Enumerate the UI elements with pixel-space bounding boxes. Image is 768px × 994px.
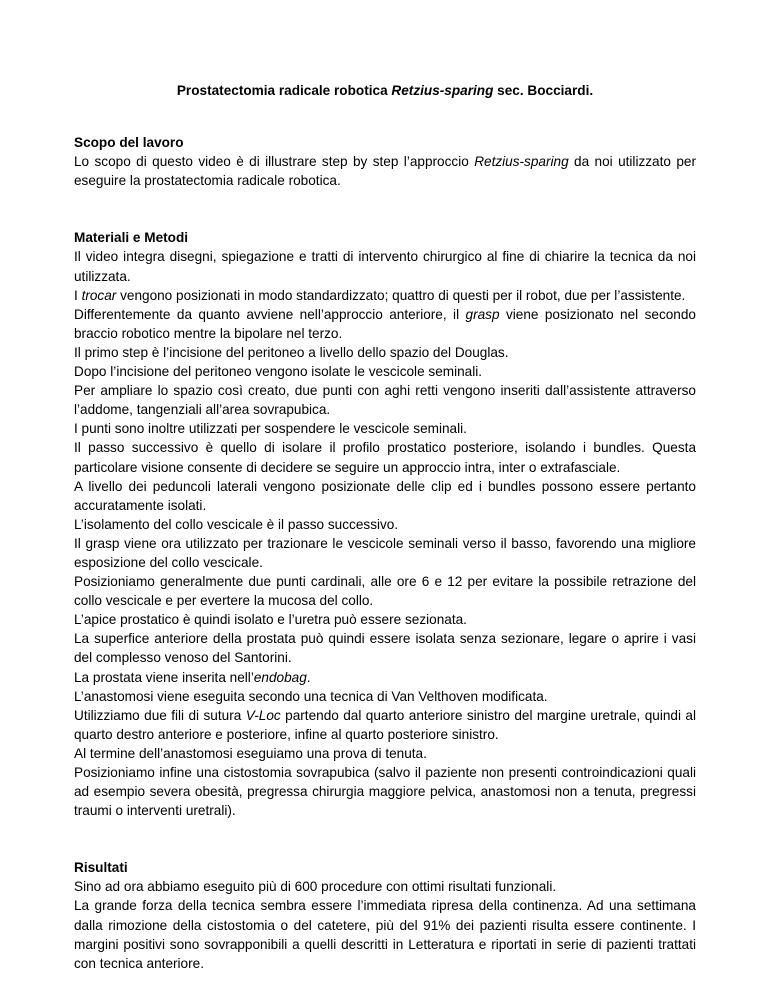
paragraph: La superfice anteriore della prostata può quindi essere isolata senza sezionare, legare o aprire i vasi del complesso venoso del Santorini.	[74, 631, 696, 666]
section-risultati	[74, 858, 696, 973]
paragraph: Lo scopo di questo video è di illustrare step by step l’approccio Retzius-sparing da noi utilizzato per eseguire la prostatectomia radicale robotica.	[74, 154, 696, 189]
paragraph: Al termine dell’anastomosi eseguiamo una prova di tenuta.	[74, 745, 427, 761]
document-page	[74, 81, 696, 973]
paragraph: La prostata viene inserita nell’endobag.	[74, 669, 311, 685]
paragraph: Per ampliare lo spazio così creato, due punti con aghi retti vengono inseriti dall’assistente attraverso l’addome, tangenziali all’area sovrapubica.	[74, 383, 696, 418]
paragraph: Dopo l’incisione del peritoneo vengono isolate le vescicole seminali.	[74, 364, 483, 380]
section-heading-scopo: Scopo del lavoro	[74, 135, 184, 151]
paragraph: La grande forza della tecnica sembra essere l’immediata ripresa della continenza. Ad una settimana dalla rimozione della cistostomia o del catetere, più del 91% dei pazienti risulta essere continente. I margini positivi sono sovrapponibili a quelli descritti in Letteratura e riportati in serie di pazienti trattati con tecnica anteriore.	[74, 898, 696, 971]
paragraph: Il primo step è l’incisione del peritoneo a livello dello spazio del Douglas.	[74, 344, 509, 360]
section-scopo	[74, 133, 696, 190]
paragraph: L’isolamento del collo vescicale è il passo successivo.	[74, 516, 399, 532]
document-title: Prostatectomia radicale robotica Retzius-sparing sec. Bocciardi.	[176, 83, 594, 98]
section-heading-materiali: Materiali e Metodi	[74, 230, 189, 246]
paragraph: Utilizziamo due fili di sutura V-Loc partendo dal quarto anteriore sinistro del margine uretrale, quindi al quarto destro anteriore e posteriore, infine al quarto posteriore sinistro.	[74, 707, 697, 742]
paragraph: Posizioniamo generalmente due punti cardinali, alle ore 6 e 12 per evitare la possibile retrazione del collo vescicale e per evertere la mucosa del collo.	[74, 574, 696, 609]
paragraph: Il grasp viene ora utilizzato per trazionare le vescicole seminali verso il basso, favorendo una migliore esposizione del collo vescicale.	[74, 535, 696, 570]
section-heading-risultati: Risultati	[74, 860, 128, 876]
paragraph: I punti sono inoltre utilizzati per sospendere le vescicole seminali.	[74, 421, 467, 437]
paragraph: L’apice prostatico è quindi isolato e l’uretra può essere sezionata.	[74, 612, 467, 628]
paragraph: Il video integra disegni, spiegazione e tratti di intervento chirurgico al fine di chiarire la tecnica da noi utilizzata.	[74, 249, 696, 284]
paragraph: I trocar vengono posizionati in modo standardizzato; quattro di questi per il robot, due per l’assistente.	[74, 287, 686, 303]
paragraph: Sino ad ora abbiamo eseguito più di 600 procedure con ottimi risultati funzionali.	[74, 879, 557, 895]
paragraph: Posizioniamo infine una cistostomia sovrapubica (salvo il paziente non presenti controindicazioni quali ad esempio severa obesità, pregressa chirurgia maggiore pelvica, anastomosi non a tenuta, pregressi traumi o interventi uretrali).	[74, 765, 696, 819]
paragraph: Differentemente da quanto avviene nell’approccio anteriore, il grasp viene posizionato nel secondo braccio robotico mentre la bipolare nel terzo.	[74, 306, 696, 341]
paragraph: Il passo successivo è quello di isolare il profilo prostatico posteriore, isolando i bundles. Questa particolare visione consente di decidere se seguire un approccio intra, inter o extrafasciale.	[74, 440, 696, 475]
paragraph: L’anastomosi viene eseguita secondo una tecnica di Van Velthoven modificata.	[74, 688, 548, 704]
paragraph: A livello dei peduncoli laterali vengono posizionate delle clip ed i bundles possono essere pertanto accuratamente isolati.	[74, 478, 696, 513]
section-materiali-metodi	[74, 228, 696, 820]
